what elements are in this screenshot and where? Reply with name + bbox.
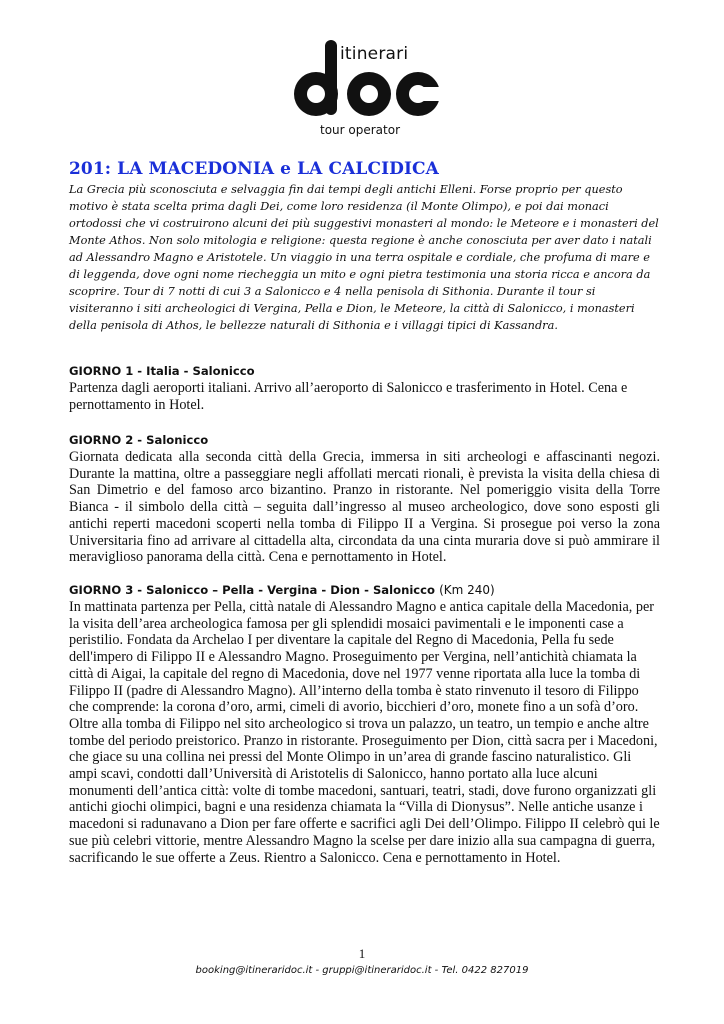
day-description: Partenza dagli aeroporti italiani. Arrivo all’aeroporto di Salonicco e trasferimento in Hotel. Cena e pernottamento in Hotel. bbox=[69, 380, 628, 413]
company-logo bbox=[290, 40, 440, 144]
footer-contacts: booking@itineraridoc.it - gruppi@itineraridoc.it - Tel. 0422 827019 bbox=[195, 965, 529, 976]
day-description: Giornata dedicata alla seconda città della Grecia, immersa in siti archeologi e affascinanti negozi. Durante la mattina, oltre a passeggiare negli affollati mercati rionali, è prevista la visita della chiesa di San Dimetrio e del famoso arco bizantino. Pranzo in ristorante. Nel pomeriggio visita della Torre Bianca - il simbolo della città – seguita dall’ingresso al museo archeologico, dove sono esposti gli antichi reperti macedoni scoperti nella tomba di Filippo II a Vergina. Si prosegue poi verso la zona Universitaria fino ad arrivare al cittadella alta, circondata da una cinta muraria dove si può ammirare il meraviglioso panorama della città. Cena e pernottamento in Hotel. bbox=[69, 449, 660, 566]
itinerary-day-2 bbox=[69, 432, 660, 566]
day-distance: (Km 240) bbox=[439, 583, 495, 597]
day-title-text: GIORNO 1 - Italia - Salonicco bbox=[69, 364, 255, 378]
day-title-text: GIORNO 2 - Salonicco bbox=[69, 433, 209, 447]
day-description: In mattinata partenza per Pella, città natale di Alessandro Magno e antica capitale della Macedonia, per la visita dell’area archeologica famosa per gli splendidi mosaici pavimentali e le imponenti case a peristilio. Fondata da Archelao I per diventare la capitale del Regno di Macedonia, Pella fu sede dell'impero di Filippo II e Alessandro Magno. Proseguimento per Vergina, nell’antichità chiamata la città di Aigai, la capitale del regno di Macedonia, dove nel 1977 venne riportata alla luce la tomba di Filippo II (padre di Alessandro Magno). All’interno della tomba è stato rinvenuto il tesoro di Filippo che comprende: la corona d’oro, armi, cimeli di avorio, bicchieri d’oro, monete fino a un sofà d’oro. Oltre alla tomba di Filippo nel sito archeologico si trova un palazzo, un teatro, un tempio e anche altre tombe del periodo preistorico. Pranzo in ristorante. Proseguimento per Dion, città sacra per i Macedoni, che giace su una collina nei pressi del Monte Olimpo in un’area di grande fascino naturalistico. Gli ampi scavi, condotti dall’Università di Aristotelis di Salonicco, hanno portato alla luce alcuni monumenti dell’antica città: volte di tombe macedoni, santuari, teatri, stadi, dove furono organizzati gli antichi giochi olimpici, bagni e una residenza chiamata la “Villa di Dionysus”. Nelle antiche usanze i macedoni si radunavano a Dion per fare offerte e sacrifici agli Dei dell’Olimpo. Filippo II celebrò qui le sue più celebri vittorie, mentre Alessandro Magno la scelse per dare inizio alla sua campagna di guerra, sacrificando le sue offerte a Zeus. Rientro a Salonicco. Cena e pernottamento in Hotel. bbox=[69, 599, 660, 866]
itinerary-day-3 bbox=[69, 582, 660, 866]
itinerary-day-1 bbox=[69, 363, 660, 413]
day-title bbox=[69, 582, 660, 599]
logo-tagline: tour operator bbox=[320, 123, 401, 137]
page-number: 1 bbox=[358, 946, 366, 961]
page-title: 201: LA MACEDONIA e LA CALCIDICA bbox=[69, 159, 439, 179]
day-title bbox=[69, 363, 660, 380]
logo-wordmark: itinerari bbox=[340, 44, 409, 64]
day-title-text: GIORNO 3 - Salonicco – Pella - Vergina - Dion - Salonicco bbox=[69, 583, 436, 597]
intro-paragraph: La Grecia più sconosciuta e selvaggia fin dai tempi degli antichi Elleni. Forse proprio per questo motivo è stata scelta prima dagli Dei, come loro residenza (il Monte Olimpo), e poi dai monaci ortodossi che vi costruirono alcuni dei più suggestivi monasteri al mondo: le Meteore e i monasteri del Monte Athos. Non solo mitologia e religione: questa regione è anche conosciuta per aver dato i natali ad Alessandro Magno e Aristotele. Un viaggio in una terra ospitale e cordiale, che profuma di mare e di leggenda, dove ogni nome riecheggia un mito e ogni pietra testimonia una storia ricca e ancora da scoprire. Tour di 7 notti di cui 3 a Salonicco e 4 nella penisola di Sithonia. Durante il tour si visiteranno i siti archeologici di Vergina, Pella e Dion, le Meteore, la città di Salonicco, i monasteri della penisola di Athos, le bellezze naturali di Sithonia e i villaggi tipici di Kassandra. bbox=[69, 183, 659, 332]
day-title bbox=[69, 432, 660, 449]
